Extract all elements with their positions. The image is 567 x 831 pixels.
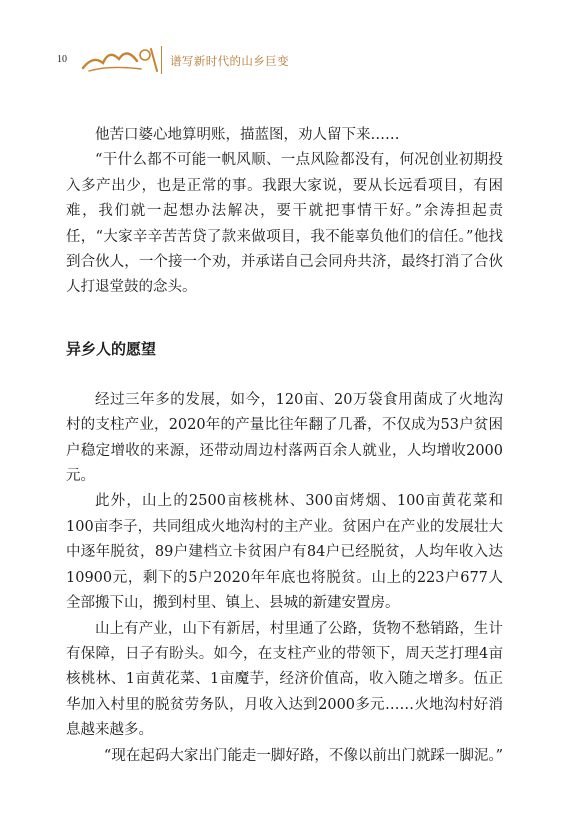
page-number: 10 xyxy=(57,54,67,65)
paragraph: 经过三年多的发展，如今，120亩、20万袋食用菌成了火地沟村的支柱产业，2020年的产量比往年翻了几番，不仅成为53户贫困户稳定增收的来源，还带动周边村落两百余人就业，人均增收2000元。 xyxy=(66,391,503,485)
paragraph: “现在起码大家出门能走一脚好路，不像以前出门就踩一脚泥。” xyxy=(103,747,503,764)
paragraph: 此外，山上的2500亩核桃林、300亩烤烟、100亩黄花菜和100亩李子，共同组成火地沟村的主产业。贫困户在产业的发展壮大中逐年脱贫，89户建档立卡贫困户有84户已经脱贫，人均年收入达10900元，剩下的5户2020年年底也将脱贫。山上的223户677人全部搬下山，搬到村里、镇上、县城的新建安置房。 xyxy=(66,493,503,612)
paragraph: 山上有产业，山下有新居，村里通了公路，货物不愁销路，生计有保障，日子有盼头。如今，在支柱产业的带领下，周天芝打理4亩核桃林、1亩黄花菜、1亩魔芋，经济价值高，收入随之增多。伍正华加入村里的脱贫劳务队，月收入达到2000多元……火地沟村好消息越来越多。 xyxy=(66,620,503,739)
page-header xyxy=(0,0,567,100)
section-heading: 异乡人的愿望 xyxy=(66,339,157,358)
header-divider xyxy=(161,46,162,74)
series-title: 谱写新时代的山乡巨变 xyxy=(170,54,289,68)
paragraph: 他苦口婆心地算明账，描蓝图，劝人留下来…… xyxy=(95,127,400,143)
paragraph: “干什么都不可能一帆风顺、一点风险都没有，何况创业初期投入多产出少，也是正常的事。我跟大家说，要从长远看项目，有困难，我们就一起想办法解决，要干就把事情干好。”余涛担起责任，“大家辛辛苦苦贷了款来做项目，我不能辜负他们的信任。”他找到合伙人，一个接一个劝，并承诺自己会同舟共济，最终打消了合伙人打退堂鼓的念头。 xyxy=(66,152,503,296)
book-title-logo xyxy=(79,41,161,75)
page-body xyxy=(66,123,503,769)
